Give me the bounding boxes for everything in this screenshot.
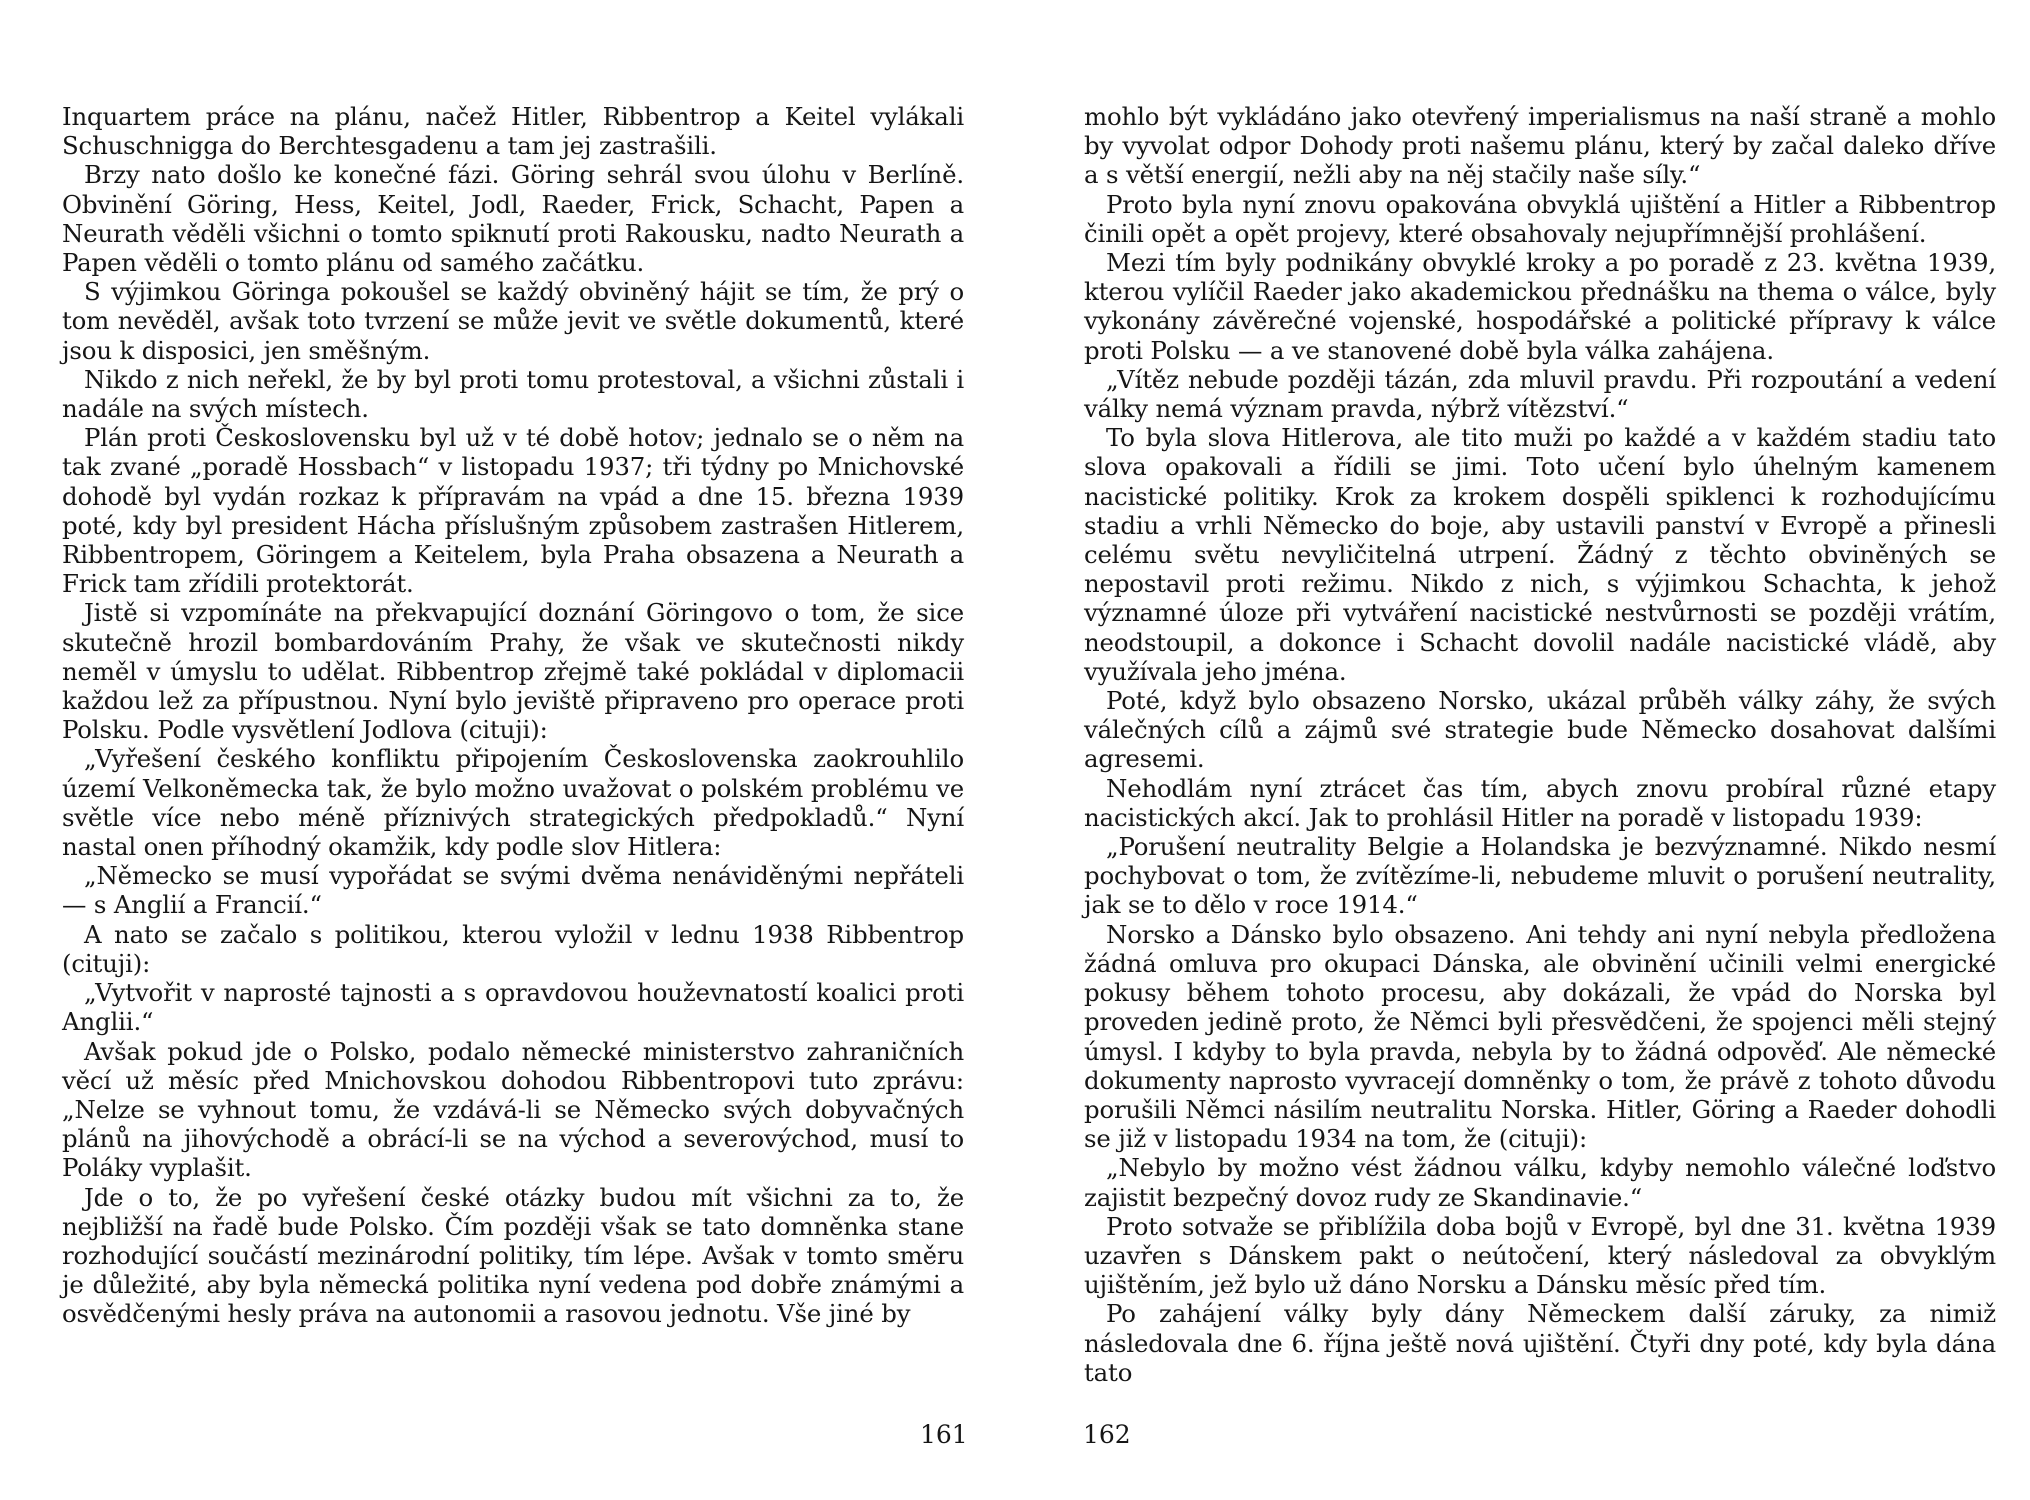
- paragraph: Poté, když bylo obsazeno Norsko, ukázal průběh války záhy, že svých válečných cílů a zájmů své strategie bude Německo dosahovat dalšími agresemi.: [1084, 686, 1996, 774]
- paragraph: Proto byla nyní znovu opakována obvyklá ujištění a Hitler a Ribbentrop činili opět a opět projevy, které obsahovaly nejupřímnější prohlášení.: [1084, 189, 1996, 248]
- paragraph: Nikdo z nich neřekl, že by byl proti tomu protestoval, a všichni zůstali i nadále na svých místech.: [62, 364, 964, 424]
- paragraph: Avšak pokud jde o Polsko, podalo německé ministerstvo zahraničních věcí už měsíc před Mnichovskou dohodou Ribbentropovi tuto zprávu: „Nelze se vyhnout tomu, že vzdává-li se Německo svých dobyvačných plánů na jihovýchodě a obrácí-li se na východ a severovýchod, musí to Poláky vyplašit.: [62, 1036, 964, 1183]
- quote-paragraph: „Vytvořit v naprosté tajnosti a s opravdovou houževnatostí koalici proti Anglii.“: [62, 978, 964, 1037]
- paragraph: Jistě si vzpomínáte na překvapující doznání Göringovo o tom, že sice skutečně hrozil bombardováním Prahy, že však ve skutečnosti nikdy neměl v úmyslu to udělat. Ribbentrop zřejmě také pokládal v diplomacii každou lež za přípustnou. Nyní bylo jeviště připraveno pro operace proti Polsku. Podle vysvětlení Jodlova (cituji):: [62, 598, 964, 745]
- quote-paragraph: „Vítěz nebude později tázán, zda mluvil pravdu. Při rozpoutání a vedení války nemá význam pravda, nýbrž vítězství.“: [1084, 364, 1996, 424]
- quote-paragraph: „Porušení neutrality Belgie a Holandska je bezvýznamné. Nikdo nesmí pochybovat o tom, že zvítězíme-li, nebudeme mluvit o porušení neutrality, jak se to dělo v roce 1914.“: [1084, 832, 1996, 920]
- paragraph: Po zahájení války byly dány Německem další záruky, za nimiž následovala dne 6. října ještě nová ujištění. Čtyři dny poté, kdy byla dána tato: [1084, 1299, 1996, 1387]
- paragraph: A nato se začalo s politikou, kterou vyložil v lednu 1938 Ribbentrop (cituji):: [62, 919, 964, 978]
- paragraph: mohlo být vykládáno jako otevřený imperialismus na naší straně a mohlo by vyvolat odpor Dohody proti našemu plánu, který by začal daleko dříve a s větší energií, nežli aby na něj stačily naše síly.“: [1084, 102, 1996, 190]
- left-page-text: [62, 102, 964, 1329]
- paragraph: Nehodlám nyní ztrácet čas tím, abych znovu probíral různé etapy nacistických akcí. Jak to prohlásil Hitler na poradě v listopadu 1939:: [1084, 773, 1996, 832]
- paragraph: S výjimkou Göringa pokoušel se každý obviněný hájit se tím, že prý o tom nevěděl, avšak toto tvrzení se může jevit ve světle dokumentů, které jsou k disposici, jen směšným.: [62, 277, 964, 365]
- quote-paragraph: „Nebylo by možno vést žádnou válku, kdyby nemohlo válečné loďstvo zajistit bezpečný dovoz rudy ze Skandinavie.“: [1084, 1153, 1996, 1212]
- paragraph: Mezi tím byly podnikány obvyklé kroky a po poradě z 23. května 1939, kterou vylíčil Raeder jako akademickou přednášku na thema o válce, byly vykonány závěrečné vojenské, hospodářské a politické přípravy k válce proti Polsku — a ve stanovené době byla válka zahájena.: [1084, 248, 1996, 365]
- page-number: 162: [1083, 1420, 1131, 1449]
- right-page: [1015, 0, 2030, 1500]
- paragraph: Proto sotvaže se přiblížila doba bojů v Evropě, byl dne 31. května 1939 uzavřen s Dánskem pakt o neútočení, který následoval za obvyklým ujištěním, jež bylo už dáno Norsku a Dánsku měsíc před tím.: [1084, 1211, 1996, 1300]
- quote-paragraph: „Vyřešení českého konfliktu připojením Československa zaokrouhlilo území Velkoněmecka tak, že bylo možno uvažovat o polském problému ve světle více nebo méně příznivých strategických předpokladů.“ Nyní nastal onen příhodný okamžik, kdy podle slov Hitlera:: [62, 744, 964, 862]
- quote-paragraph: „Německo se musí vypořádat se svými dvěma nenáviděnými nepřáteli — s Anglií a Francií.“: [62, 861, 964, 920]
- paragraph: Inquartem práce na plánu, načež Hitler, Ribbentrop a Keitel vylákali Schuschnigga do Berchtesgadenu a tam jej zastrašili.: [62, 102, 964, 161]
- right-page-text: [1084, 102, 1996, 1387]
- paragraph: Brzy nato došlo ke konečné fázi. Göring sehrál svou úlohu v Berlíně. Obvinění Göring, Hess, Keitel, Jodl, Raeder, Frick, Schacht, Papen a Neurath věděli všichni o tomto spiknutí proti Rakousku, nadto Neurath a Papen věděli o tomto plánu od samého začátku.: [62, 160, 964, 278]
- paragraph: Norsko a Dánsko bylo obsazeno. Ani tehdy ani nyní nebyla předložena žádná omluva pro okupaci Dánska, ale obvinění učinili velmi energické pokusy během tohoto procesu, aby dokázali, že vpád do Norska byl proveden jedině proto, že Němci byli přesvědčeni, že spojenci měli stejný úmysl. I kdyby to byla pravda, nebyla by to žádná odpověď. Ale německé dokumenty naprosto vyvracejí domněnky o tom, že právě z tohoto důvodu porušili Němci násilím neutralitu Norska. Hitler, Göring a Raeder dohodli se již v listopadu 1934 na tom, že (cituji):: [1084, 919, 1996, 1154]
- paragraph: To byla slova Hitlerova, ale tito muži po každé a v každém stadiu tato slova opakovali a řídili se jimi. Toto učení bylo úhelným kamenem nacistické politiky. Krok za krokem dospěli spiklenci k rozhodujícímu stadiu a vrhli Německo do boje, aby ustavili panství v Evropě a přinesli celému světu nevyličitelná utrpení. Žádný z těchto obviněných se nepostavil proti režimu. Nikdo z nich, s výjimkou Schachta, k jehož významné úloze při vytváření nacistické nestvůrnosti se později vrátím, neodstoupil, a dokonce i Schacht dovolil nadále nacistické vládě, aby využívala jeho jména.: [1084, 423, 1996, 686]
- page-number: 161: [920, 1420, 968, 1449]
- paragraph: Plán proti Československu byl už v té době hotov; jednalo se o něm na tak zvané „poradě Hossbach“ v listopadu 1937; tři týdny po Mnichovské dohodě byl vydán rozkaz k přípravám na vpád a dne 15. března 1939 poté, kdy byl president Hácha příslušným způsobem zastrašen Hitlerem, Ribbentropem, Göringem a Keitelem, byla Praha obsazena a Neurath a Frick tam zřídili protektorát.: [62, 423, 964, 599]
- paragraph: Jde o to, že po vyřešení české otázky budou mít všichni za to, že nejbližší na řadě bude Polsko. Čím později však se tato domněnka stane rozhodující součástí mezinárodní politiky, tím lépe. Avšak v tomto směru je důležité, aby byla německá politika nyní vedena pod dobře známými a osvědčenými hesly práva na autonomii a rasovou jednotu. Vše jiné by: [62, 1182, 964, 1329]
